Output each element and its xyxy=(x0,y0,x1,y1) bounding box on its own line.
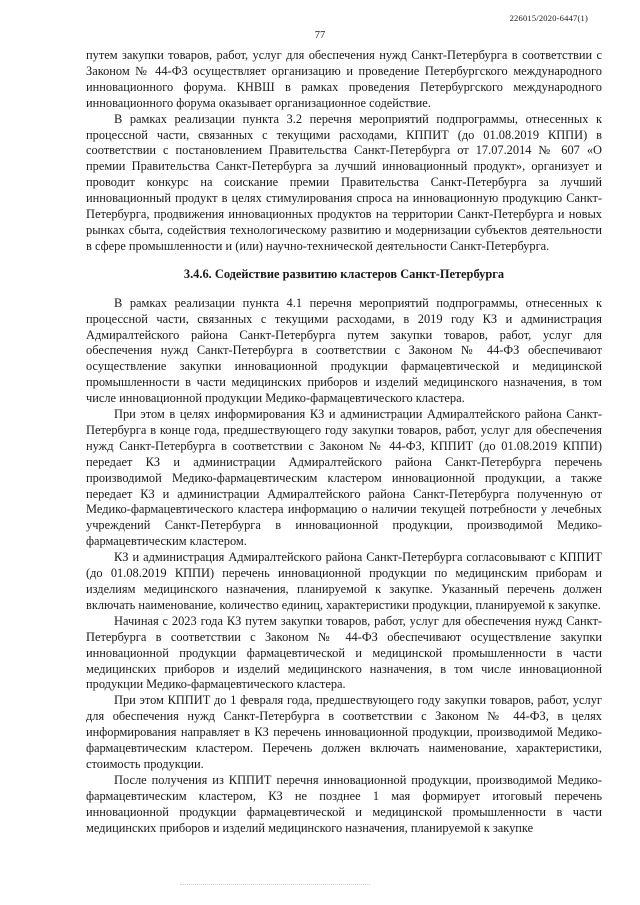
paragraph: путем закупки товаров, работ, услуг для обеспечения нужд Санкт-Петербурга в соответствии с Законом № 44-ФЗ осуществляет организацию и проведение Петербургского международного инновационного форума. КНВШ в рамках проведения Петербургского международного инновационного форума оказывает организационное содействие. xyxy=(86,48,602,110)
paragraph: КЗ и администрация Адмиралтейского района Санкт-Петербурга согласовывают с КППИТ (до 01.08.2019 КППИ) перечень инновационной продукции по медицинским приборам и изделиям медицинского назначения, планируемой к закупке. Указанный перечень должен включать наименование, количество единиц, характеристики продукции, планируемой к закупке. xyxy=(86,550,602,612)
paragraph: В рамках реализации пункта 3.2 перечня мероприятий подпрограммы, отнесенных к процессной части, связанных с текущими расходами, КППИТ (до 01.08.2019 КППИ) в соответствии с постановлением Правительства Санкт-Петербурга от 17.07.2014 № 607 «О премии Правительства Санкт-Петербурга за лучший инновационный продукт», организует и проводит конкурс на соискание премии Правительства Санкт-Петербурга за лучший инновационный продукт в целях стимулирования спроса на инновационную продукцию Санкт-Петербурга, продвижения инновационных продуктов на территории Санкт-Петербурга и новых рынках сбыта, содействия технологическому развитию и модернизации субъектов деятельности в сфере промышленности и (или) научно-технической деятельности Санкт-Петербурга. xyxy=(86,111,602,253)
paragraph: В рамках реализации пункта 4.1 перечня мероприятий подпрограммы, отнесенных к процессной части, связанных с текущими расходами, в 2019 году КЗ и администрация Адмиралтейского района Санкт-Петербурга путем закупки товаров, работ, услуг для обеспечения нужд Санкт-Петербурга в соответствии с Законом № 44-ФЗ обеспечивают осуществление закупки инновационной продукции фармацевтической и медицинской промышленности в части медицинских приборов и изделий медицинского назначения, в том числе инновационной продукции Медико-фармацевтического кластера. xyxy=(86,295,602,406)
scan-artifact xyxy=(180,884,370,888)
paragraph: При этом КППИТ до 1 февраля года, предшествующего году закупки товаров, работ, услуг для обеспечения нужд Санкт-Петербурга в соответствии с Законом № 44-ФЗ, в целях информирования направляет в КЗ перечень инновационной продукции, производимой Медико-фармацевтическим кластером. Перечень должен включать наименование, характеристики, стоимость продукции. xyxy=(86,693,602,771)
page-number: 77 xyxy=(314,30,326,41)
document-body xyxy=(86,48,602,837)
paragraph: При этом в целях информирования КЗ и администрации Адмиралтейского района Санкт-Петербурга в конце года, предшествующего году закупки товаров, работ, услуг для обеспечения нужд Санкт-Петербурга в соответствии с Законом № 44-ФЗ, КППИТ (до 01.08.2019 КППИ) передает КЗ и администрации Адмиралтейского района Санкт-Петербурга перечень производимой Медико-фармацевтическим кластером инновационной продукции, а также передает КЗ и администрации Адмиралтейского района Санкт-Петербурга полученную от Медико-фармацевтического кластера информацию о наличии текущей потребности у лечебных учреждений Санкт-Петербурга в инновационной продукции, производимой Медико-фармацевтическим кластером. xyxy=(86,407,602,549)
document-id: 226015/2020-6447(1) xyxy=(509,13,588,23)
paragraph: После получения из КППИТ перечня инновационной продукции, производимой Медико-фармацевтическим кластером, КЗ не позднее 1 мая формирует итоговый перечень инновационной продукции фармацевтической и медицинской промышленности в части медицинских приборов и изделий медицинского назначения, планируемой к закупке xyxy=(86,772,602,835)
paragraph: Начиная с 2023 года КЗ путем закупки товаров, работ, услуг для обеспечения нужд Санкт-Петербурга в соответствии с Законом № 44-ФЗ обеспечивают осуществление закупки инновационной продукции фармацевтической и медицинской промышленности в части медицинских приборов и изделий медицинского назначения, в том числе инновационной продукции Медико-фармацевтического кластера. xyxy=(86,613,602,692)
section-heading: 3.4.6. Содействие развитию кластеров Санкт-Петербурга xyxy=(183,266,505,281)
